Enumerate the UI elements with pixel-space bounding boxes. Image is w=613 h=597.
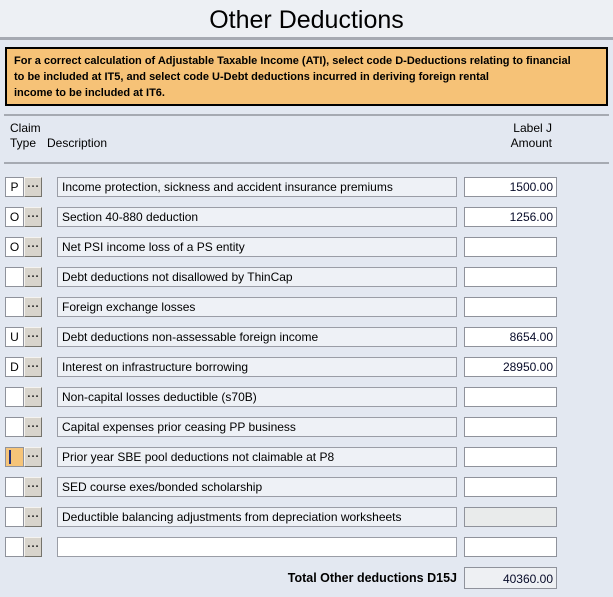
amount-input[interactable] — [464, 417, 557, 437]
ellipsis-icon: ... — [27, 208, 40, 220]
description-field[interactable] — [57, 177, 457, 197]
claim-type-input[interactable] — [5, 387, 24, 407]
title-divider — [0, 37, 613, 40]
amount-input[interactable] — [464, 447, 557, 467]
total-label: Total Other deductions D15J — [287, 571, 457, 585]
claim-type-input[interactable] — [5, 327, 24, 347]
claim-type-lookup-button[interactable] — [24, 297, 42, 317]
claim-type-input[interactable] — [5, 267, 24, 287]
page-title: Other Deductions — [0, 0, 613, 37]
description-field[interactable] — [57, 237, 457, 257]
description-field[interactable] — [57, 327, 457, 347]
ellipsis-icon: ... — [27, 478, 40, 490]
deduction-row — [0, 477, 613, 497]
amount-input[interactable] — [464, 477, 557, 497]
deduction-row — [0, 267, 613, 287]
notice-line: For a correct calculation of Adjustable Taxable Income (ATI), select code D-Deductions relating to financial — [14, 55, 571, 67]
total-row — [0, 567, 613, 589]
deduction-row — [0, 207, 613, 227]
deduction-row — [0, 297, 613, 317]
total-amount-field: 40360.00 — [464, 567, 557, 589]
deduction-row — [0, 417, 613, 437]
ellipsis-icon: ... — [27, 538, 40, 550]
claim-type-lookup-button[interactable] — [24, 177, 42, 197]
deduction-row — [0, 507, 613, 527]
claim-type-lookup-button[interactable] — [24, 237, 42, 257]
claim-type-input[interactable] — [5, 357, 24, 377]
ellipsis-icon: ... — [27, 178, 40, 190]
deduction-rows — [0, 177, 613, 557]
description-field[interactable] — [57, 447, 457, 467]
description-header: Description — [47, 136, 108, 150]
ellipsis-icon: ... — [27, 268, 40, 280]
deduction-row — [0, 537, 613, 557]
deduction-row — [0, 327, 613, 347]
ellipsis-icon: ... — [27, 508, 40, 520]
claim-type-lookup-button[interactable] — [24, 537, 42, 557]
claim-type-lookup-button[interactable] — [24, 327, 42, 347]
spacer — [0, 106, 613, 114]
claim-type-lookup-button[interactable] — [24, 387, 42, 407]
description-field[interactable] — [57, 507, 457, 527]
deduction-row — [0, 237, 613, 257]
claim-type-input[interactable] — [5, 507, 24, 527]
amount-input — [464, 507, 557, 527]
description-field[interactable] — [57, 417, 457, 437]
ellipsis-icon: ... — [27, 448, 40, 460]
claim-type-header: Claim Type — [10, 121, 41, 150]
claim-type-input[interactable] — [5, 177, 24, 197]
amount-input[interactable] — [464, 177, 557, 197]
description-field[interactable] — [57, 477, 457, 497]
claim-type-input[interactable] — [5, 237, 24, 257]
amount-input[interactable] — [464, 237, 557, 257]
amount-input[interactable] — [464, 537, 557, 557]
claim-type-input[interactable] — [5, 447, 24, 467]
amount-input[interactable] — [464, 297, 557, 317]
deduction-row — [0, 387, 613, 407]
claim-type-input[interactable] — [5, 207, 24, 227]
description-field[interactable] — [57, 357, 457, 377]
description-field[interactable] — [57, 297, 457, 317]
deduction-row — [0, 447, 613, 467]
column-headers — [0, 116, 613, 162]
claim-type-lookup-button[interactable] — [24, 507, 42, 527]
ellipsis-icon: ... — [27, 298, 40, 310]
notice-line: income to be included at IT6. — [14, 87, 165, 99]
deduction-row — [0, 357, 613, 377]
amount-input[interactable] — [464, 327, 557, 347]
amount-input[interactable] — [464, 387, 557, 407]
description-field[interactable] — [57, 207, 457, 227]
claim-type-lookup-button[interactable] — [24, 477, 42, 497]
description-field[interactable] — [57, 387, 457, 407]
header-divider — [4, 162, 609, 164]
claim-type-lookup-button[interactable] — [24, 447, 42, 467]
claim-type-input[interactable] — [5, 417, 24, 437]
claim-type-input[interactable] — [5, 297, 24, 317]
amount-input[interactable] — [464, 357, 557, 377]
claim-type-lookup-button[interactable] — [24, 267, 42, 287]
description-field[interactable] — [57, 537, 457, 557]
deduction-row — [0, 177, 613, 197]
amount-header: Label J Amount — [510, 121, 552, 150]
notice-box — [5, 47, 608, 106]
ellipsis-icon: ... — [27, 358, 40, 370]
claim-type-lookup-button[interactable] — [24, 207, 42, 227]
description-field[interactable] — [57, 267, 457, 287]
notice-line: to be included at IT5, and select code U-Debt deductions incurred in deriving foreign rental — [14, 71, 489, 83]
claim-type-input[interactable] — [5, 477, 24, 497]
ellipsis-icon: ... — [27, 418, 40, 430]
claim-type-lookup-button[interactable] — [24, 417, 42, 437]
amount-input[interactable] — [464, 207, 557, 227]
claim-type-input[interactable] — [5, 537, 24, 557]
amount-input[interactable] — [464, 267, 557, 287]
ellipsis-icon: ... — [27, 238, 40, 250]
ellipsis-icon: ... — [27, 328, 40, 340]
claim-type-lookup-button[interactable] — [24, 357, 42, 377]
ellipsis-icon: ... — [27, 388, 40, 400]
